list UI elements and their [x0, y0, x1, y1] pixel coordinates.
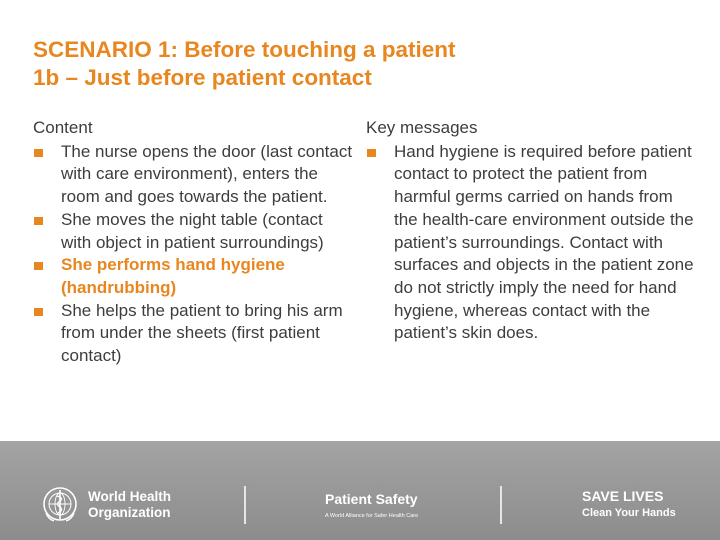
list-item [33, 254, 353, 299]
who-line-2: Organization [88, 505, 171, 520]
who-wordmark [88, 489, 171, 521]
content-column [33, 117, 353, 368]
list-item-text: Hand hygiene is required before patient contact to protect the patient from harmful germs carried on hands from the health-care environment outside the patient’s surroundings. Contact with surfaces and objects in the patient zone do not strictly imply the need for hand hygiene, whereas contact with the patient’s skin does. [394, 141, 694, 343]
footer-divider [500, 486, 502, 524]
list-item-text-highlight: She performs hand hygiene (handrubbing) [61, 255, 285, 297]
title-line-2: 1b – Just before patient contact [33, 65, 372, 90]
list-item-text: The nurse opens the door (last contact with care environment), enters the room and goes towards the patient. [61, 141, 353, 207]
title-line-1: SCENARIO 1: Before touching a patient [33, 37, 456, 62]
key-messages-list [366, 141, 696, 345]
list-item-text: She helps the patient to bring his arm from under the sheets (first patient contact) [61, 300, 343, 366]
footer-bar [0, 441, 720, 540]
clean-hands-subtitle: Clean Your Hands [582, 507, 676, 519]
list-item [33, 141, 353, 209]
list-item-text: She moves the night table (contact with object in patient surroundings) [61, 209, 324, 252]
list-item [366, 141, 696, 345]
bullet-icon [34, 308, 43, 316]
content-heading: Content [33, 118, 93, 137]
bullet-icon [34, 262, 43, 270]
footer-divider [244, 486, 246, 524]
patient-safety-subtitle: A World Alliance for Safer Health Care [325, 513, 419, 519]
slide-title [33, 36, 693, 92]
list-item [33, 300, 353, 368]
bullet-icon [34, 217, 43, 225]
who-emblem-icon [40, 485, 80, 525]
save-lives-title: SAVE LIVES [582, 488, 664, 504]
list-item [33, 209, 353, 254]
bullet-icon [34, 149, 43, 157]
who-line-1: World Health [88, 489, 172, 504]
patient-safety-title: Patient Safety [325, 491, 418, 507]
bullet-icon [367, 149, 376, 157]
key-messages-heading: Key messages [366, 118, 478, 137]
content-list [33, 141, 353, 368]
key-messages-column [366, 117, 696, 345]
